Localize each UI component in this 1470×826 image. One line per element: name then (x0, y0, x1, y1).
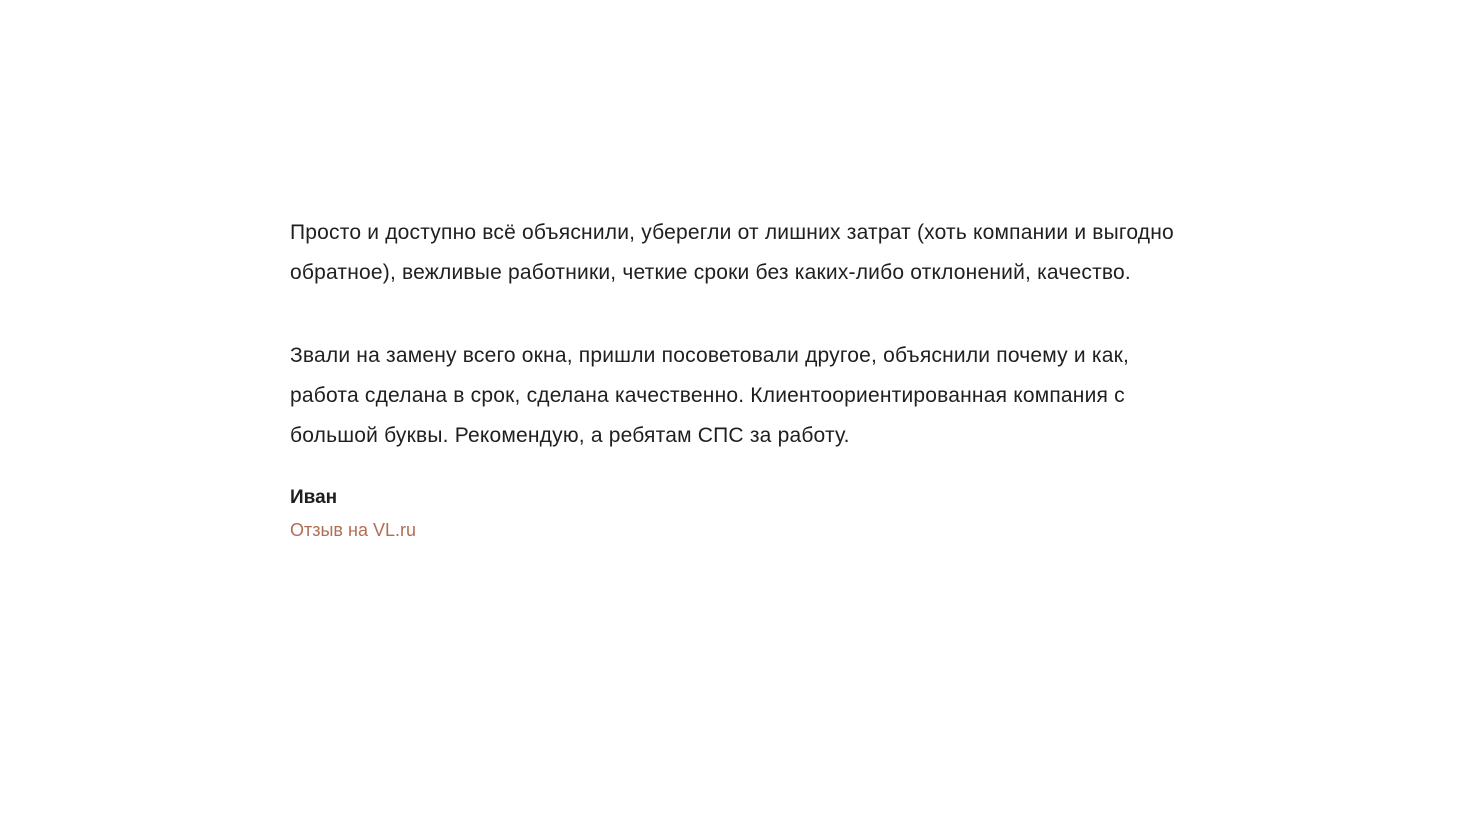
review-paragraph-2: Звали на замену всего окна, пришли посоветовали другое, объяснили почему и как, работа сделана в срок, сделана качественно. Клиентоориентированная компания с большой буквы. Рекомендую, а ребятам СПС за работу. (290, 344, 1129, 447)
review-source (290, 510, 1174, 542)
review-paragraph-1: Просто и доступно всё объяснили, уберегли от лишних затрат (хоть компании и выгодно обратное), вежливые работники, четкие сроки без каких-либо отклонений, качество. (290, 221, 1174, 284)
review-block (290, 213, 1174, 542)
review-source-link[interactable]: Отзыв на VL.ru (290, 520, 416, 540)
review-author: Иван (290, 487, 338, 508)
